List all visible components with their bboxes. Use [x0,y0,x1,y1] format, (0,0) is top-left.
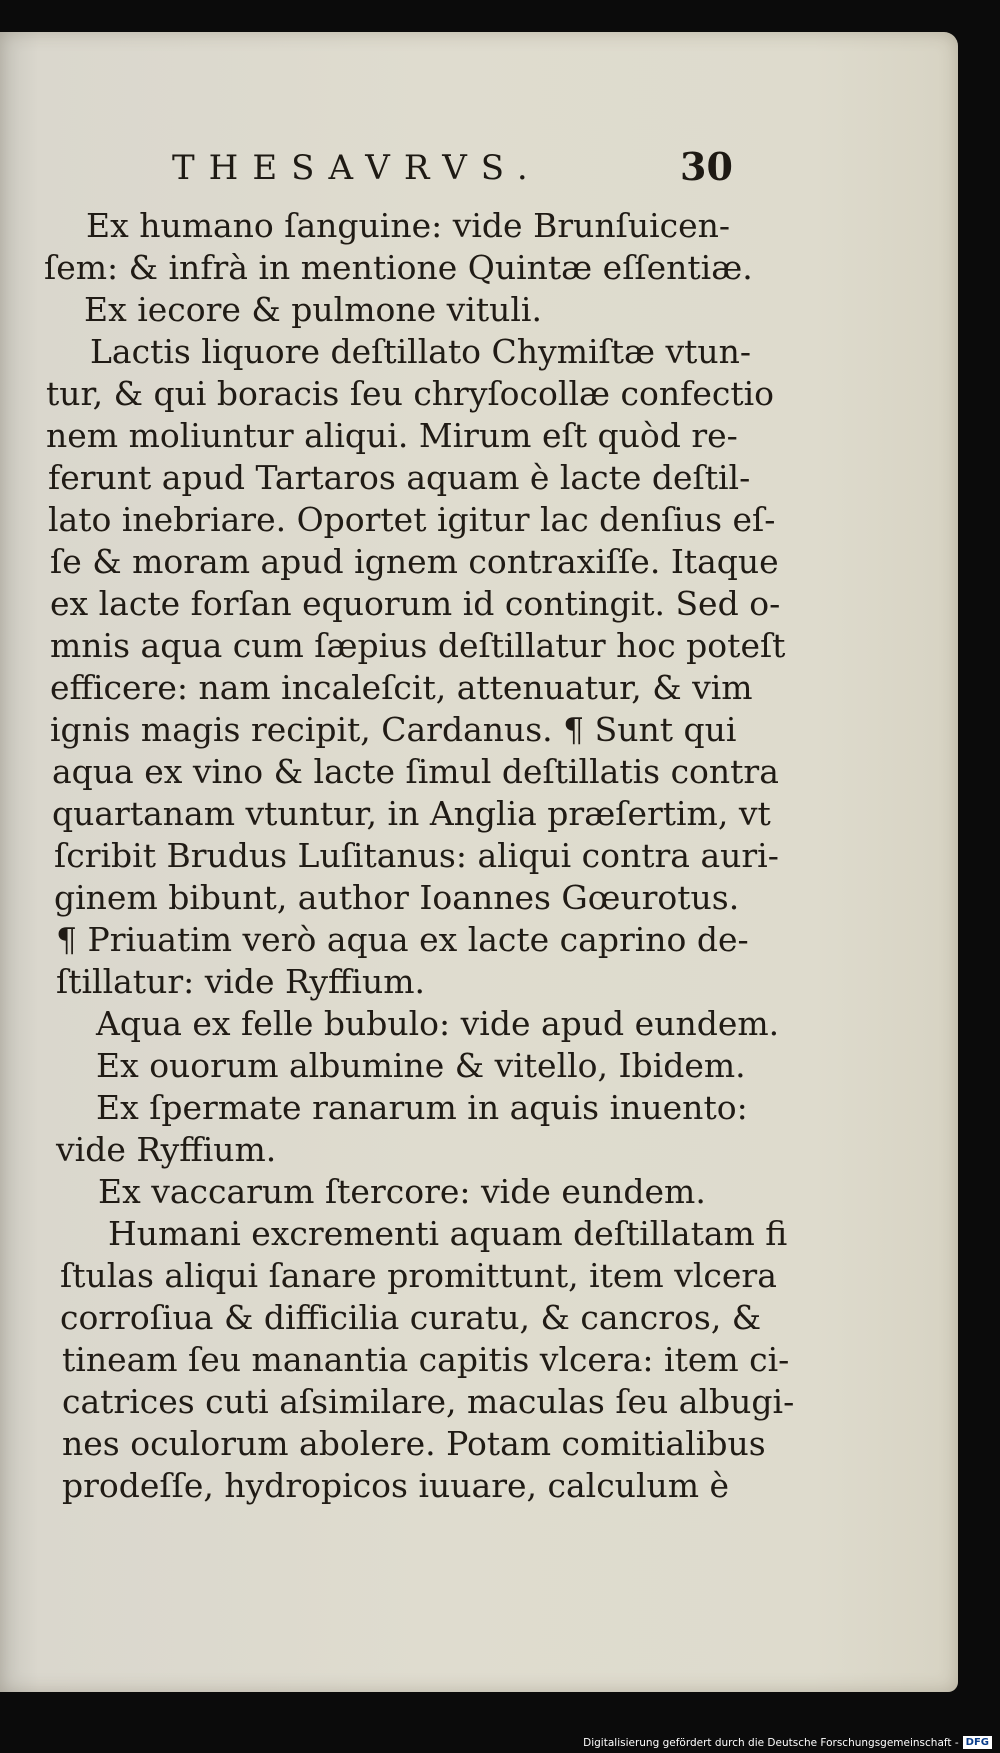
text-line: Aqua ex felle bubulo: vide apud eundem. [96,1004,780,1043]
text-line: Humani excrementi aquam deſtillatam fi [108,1214,788,1253]
running-title: THESAVRVS. [172,148,542,188]
dfg-logo: DFG [963,1736,992,1749]
text-line: Ex humano ſanguine: vide Brunſuicen- [86,206,731,245]
text-line: lato inebriare. Oportet igitur lac denſius eſ- [48,500,776,539]
text-line: ſtillatur: vide Ryffium. [56,962,425,1001]
text-line: ex lacte forſan equorum id contingit. Sed o- [50,584,781,623]
text-line: ſtulas aliqui ſanare promittunt, item vlcera [60,1256,777,1295]
text-line: ſe & moram apud ignem contraxiſſe. Itaque [50,542,779,581]
text-line: ſem: & infrà in mentione Quintæ eſſentiæ. [44,248,753,287]
text-line: efficere: nam incaleſcit, attenuatur, & vim [50,668,753,707]
text-line: Ex vaccarum ſtercore: vide eundem. [98,1172,706,1211]
text-line: ¶ Priuatim verò aqua ex lacte caprino de- [56,920,749,959]
credit-text: Digitalisierung gefördert durch die Deutsche Forschungsgemeinschaft - [583,1736,959,1749]
page-header [0,144,1000,189]
text-line: catrices cuti aſsimilare, maculas ſeu albugi- [62,1382,795,1421]
text-line: ferunt apud Tartaros aquam è lacte deſtil- [48,458,751,497]
text-line: Ex ſpermate ranarum in aquis inuento: [96,1088,748,1127]
text-line: quartanam vtuntur, in Anglia præſertim, vt [52,794,771,833]
text-line: prodeſſe, hydropicos iuuare, calculum è [62,1466,730,1505]
text-line: nes oculorum abolere. Potam comitialibus [62,1424,766,1463]
text-line: Ex ouorum albumine & vitello, Ibidem. [96,1046,746,1085]
text-line: ſcribit Brudus Luſitanus: aliqui contra auri- [54,836,779,875]
page-number: 30 [680,144,733,189]
text-line: tur, & qui boracis ſeu chryſocollæ confectio [46,374,775,413]
digitization-credit [583,1736,992,1749]
text-line: ginem bibunt, author Ioannes Gœurotus. [54,878,740,917]
text-line: Lactis liquore deſtillato Chymiſtæ vtun- [90,332,752,371]
text-line: Ex iecore & pulmone vituli. [84,290,542,329]
text-line: vide Ryffium. [56,1130,277,1169]
text-line: nem moliuntur aliqui. Mirum eſt quòd re- [46,416,738,455]
text-line: ignis magis recipit, Cardanus. ¶ Sunt qui [50,710,737,749]
text-line: aqua ex vino & lacte ſimul deſtillatis contra [52,752,779,791]
text-line: tineam ſeu manantia capitis vlcera: item ci- [62,1340,790,1379]
text-line: corroſiua & difficilia curatu, & cancros, & [60,1298,762,1337]
text-line: mnis aqua cum ſæpius deſtillatur hoc poteſt [50,626,786,665]
